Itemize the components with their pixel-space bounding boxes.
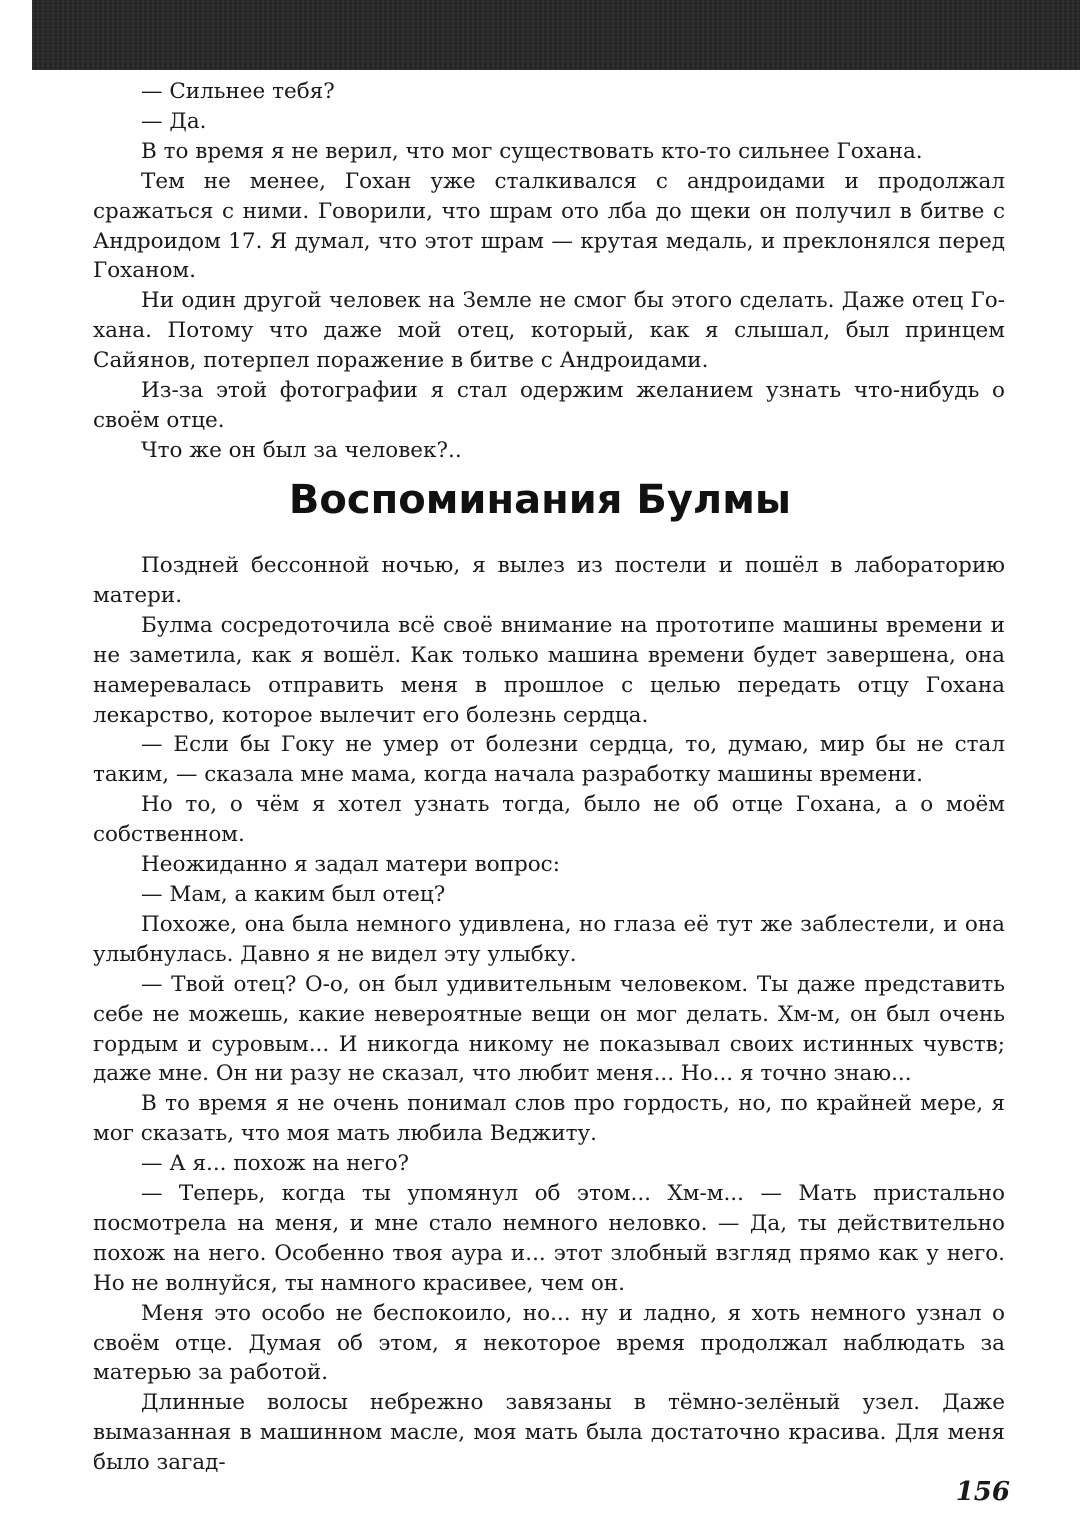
- paragraph: — Сильнее тебя?: [141, 79, 335, 104]
- paragraph: — Мам, а каким был отец?: [141, 881, 446, 907]
- paragraph: Тем не менее, Гохан уже сталкивался с андроидами и продолжал сражаться с ними. Говорили, что шрам ото лба до щеки он получил в битве с Андроидом 17. Я думал, что этот шрам — крутая медаль, и преклонялся перед Гоханом.: [93, 168, 1005, 284]
- paragraph: В то время я не очень понимал слов про гордость, но, по крайней мере, я мог сказать, что моя мать любила Веджиту.: [93, 1091, 1005, 1147]
- paragraph: Булма сосредоточила всё своё внимание на прототипе машины времени и не заметила, как я вошёл. Как только машина времени будет завершена, она намеревалась отправить меня в прошлое с целью передать отцу Гохана лекарство, которое вылечит его болезнь сердца.: [93, 612, 1005, 728]
- text-block-bottom: [93, 551, 1005, 1478]
- paragraph: Неожиданно я задал матери вопрос:: [141, 852, 560, 878]
- paragraph: — Да.: [141, 108, 207, 134]
- paragraph: Что же он был за человек?..: [141, 437, 462, 463]
- page-number: 156: [955, 1477, 1010, 1507]
- paragraph: — Если бы Гоку не умер от болезни сердца, то, думаю, мир бы не стал таким, — сказала мне мама, когда начала разработку машины времени.: [93, 732, 1005, 788]
- paragraph: Похоже, она была немного удивлена, но глаза её тут же заблестели, и она улыбнулась. Давно я не видел эту улыбку.: [93, 911, 1005, 967]
- paragraph: Из-за этой фотографии я стал одержим желанием узнать что-нибудь о своём отце.: [93, 378, 1005, 433]
- paragraph: Ни один другой человек на Земле не смог бы этого сделать. Даже отец Гохана. Потому что даже мой отец, который, как я слышал, был принцем Сайянов, потерпел поражение в битве с Андроидами.: [93, 288, 1005, 374]
- paragraph: — Твой отец? О-о, он был удивительным человеком. Ты даже представить себе не можешь, какие невероятные вещи он мог делать. Хм-м, он был очень гордым и суровым... И никогда никому не показывал своих истинных чувств; даже мне. Он ни разу не сказал, что любит меня... Но... я точно знаю...: [93, 971, 1005, 1087]
- paragraph: Длинные волосы небрежно завязаны в тёмно-зелёный узел. Даже вымазанная в машинном масле, моя мать была достаточно красива. Для меня было загад-: [93, 1390, 1005, 1476]
- paragraph: В то время я не верил, что мог существовать кто-то сильнее Гохана.: [141, 138, 923, 164]
- paragraph: — Теперь, когда ты упомянул об этом... Хм-м... — Мать пристально посмотрела на меня, и мне стало немного неловко. — Да, ты действительно похож на него. Особенно твоя аура и... этот злобный взгляд прямо как у него. Но не волнуйся, ты намного красивее, чем он.: [93, 1181, 1005, 1296]
- text-block-top: [93, 77, 1005, 466]
- paragraph: Меня это особо не беспокоило, но... ну и ладно, я хоть немного узнал о своём отце. Думая об этом, я некоторое время продолжал наблюдать за матерью за работой.: [93, 1300, 1005, 1386]
- paragraph: Поздней бессонной ночью, я вылез из постели и пошёл в лабораторию матери.: [93, 553, 1005, 608]
- scan-top-edge: [32, 0, 1080, 70]
- chapter-title: Воспоминания Булмы: [288, 477, 792, 523]
- paragraph: Но то, о чём я хотел узнать тогда, было не об отце Гохана, а о моём собственном.: [93, 792, 1005, 848]
- paragraph: — А я... похож на него?: [141, 1151, 410, 1177]
